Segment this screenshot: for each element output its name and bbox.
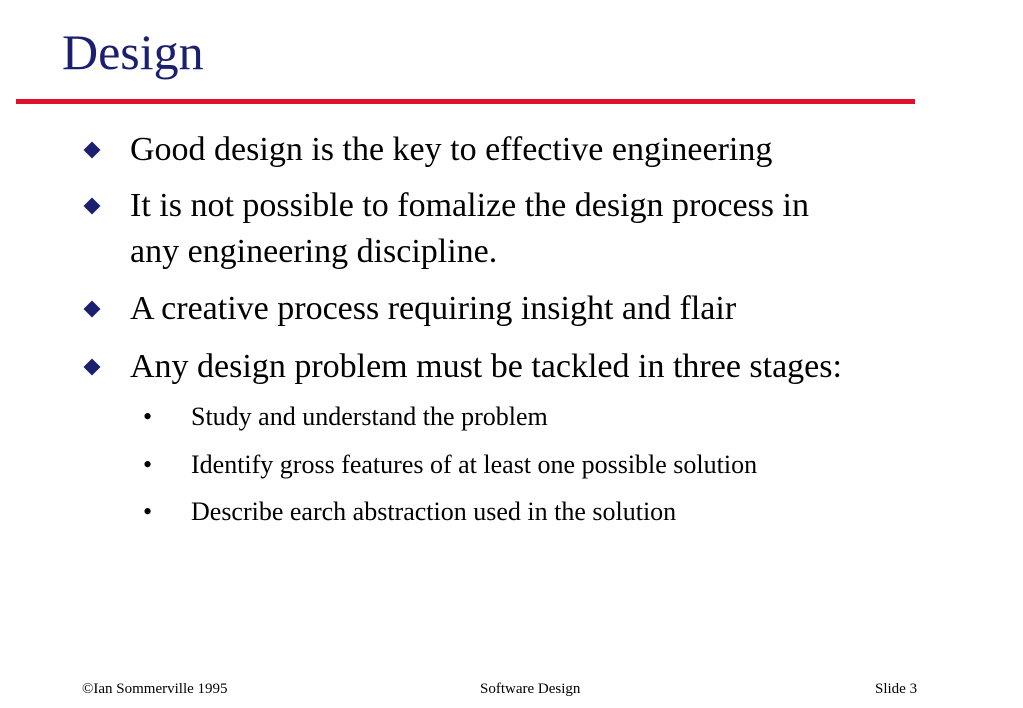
sub-bullet-marker: •	[143, 450, 153, 479]
bullet-text: It is not possible to fomalize the design process in any engineering discipline.	[130, 187, 809, 270]
sub-bullet-marker: •	[143, 497, 153, 526]
diamond-bullet-icon	[84, 198, 101, 215]
sub-bullet-text: Study and understand the problem	[191, 402, 548, 431]
sub-bullet-text: Identify gross features of at least one possible solution	[191, 450, 758, 479]
diamond-bullet-icon	[84, 301, 101, 318]
bullet-text: A creative process requiring insight and flair	[130, 290, 737, 327]
diamond-bullet-icon	[84, 142, 101, 159]
footer-copyright: ©Ian Sommerville 1995	[82, 681, 228, 697]
sub-bullet-marker: •	[143, 402, 153, 431]
footer-slide-number: Slide 3	[875, 681, 918, 697]
bullet-text: Good design is the key to effective engineering	[130, 131, 773, 168]
diamond-bullet-icon	[84, 359, 101, 376]
footer-course-title: Software Design	[480, 681, 581, 697]
sub-bullet-text: Describe earch abstraction used in the solution	[191, 497, 677, 526]
title-divider	[16, 99, 915, 104]
slide-title: Design	[62, 24, 204, 80]
bullet-text: Any design problem must be tackled in three stages:	[130, 348, 842, 385]
